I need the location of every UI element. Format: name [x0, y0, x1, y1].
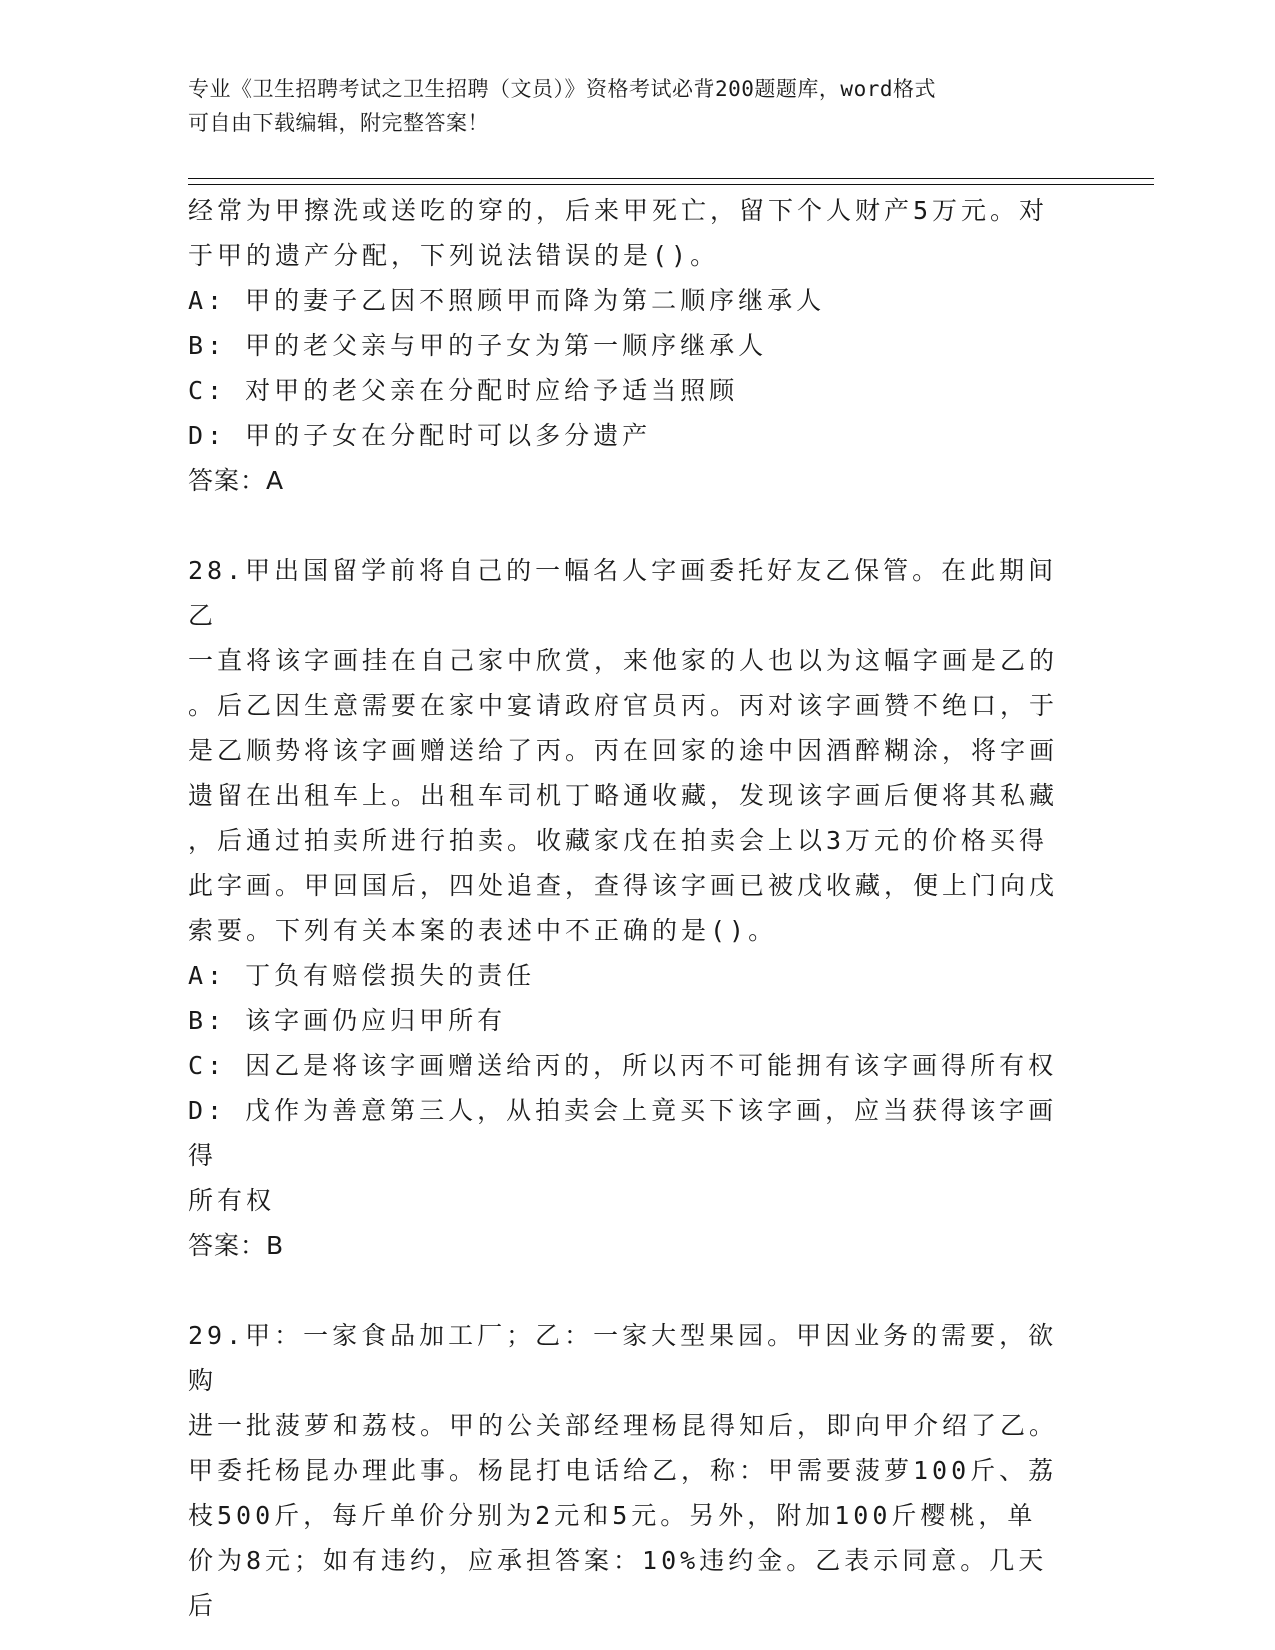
- q27-stem-line: 经常为甲擦洗或送吃的穿的，后来甲死亡，留下个人财产5万元。对: [188, 196, 1049, 225]
- header-line-2: 可自由下载编辑，附完整答案！: [188, 111, 489, 135]
- q28-option-a: A: 丁负有赔偿损失的责任: [188, 961, 536, 990]
- q28-stem-line: ，后通过拍卖所进行拍卖。收藏家戊在拍卖会上以3万元的价格买得: [188, 826, 1049, 855]
- q28-stem-line: 一直将该字画挂在自己家中欣赏，来他家的人也以为这幅字画是乙的: [188, 646, 1059, 675]
- q28-stem-line: 是乙顺势将该字画赠送给了丙。丙在回家的途中因酒醉糊涂，将字画: [188, 736, 1059, 765]
- q29-stem-line: 甲委托杨昆办理此事。杨昆打电话给乙，称：甲需要菠萝100斤、荔: [188, 1456, 1058, 1485]
- question-spacer: [188, 1268, 1068, 1313]
- q28-option-c: C: 因乙是将该字画赠送给丙的，所以丙不可能拥有该字画得所有权: [188, 1051, 1058, 1080]
- header-divider-bottom: [188, 184, 1154, 185]
- document-body: [188, 188, 1068, 1628]
- q29-stem-line: 进一批菠萝和荔枝。甲的公关部经理杨昆得知后，即向甲介绍了乙。: [188, 1411, 1059, 1440]
- q27-option-c: C: 对甲的老父亲在分配时应给予适当照顾: [188, 376, 739, 405]
- q27-option-a: A: 甲的妻子乙因不照顾甲而降为第二顺序继承人: [188, 286, 826, 315]
- q27-option-d: D: 甲的子女在分配时可以多分遗产: [188, 421, 652, 450]
- q29-stem-line: 价为8元；如有违约，应承担答案：10%违约金。乙表示同意。几天后: [188, 1546, 1048, 1620]
- q28-stem-line: 索要。下列有关本案的表述中不正确的是()。: [188, 916, 778, 945]
- q29-stem-line: 枝500斤，每斤单价分别为2元和5元。另外，附加100斤樱桃，单: [188, 1501, 1037, 1530]
- q28-stem-line: 此字画。甲回国后，四处追查，查得该字画已被戊收藏，便上门向戊: [188, 871, 1059, 900]
- q28-answer: 答案：B: [188, 1231, 285, 1260]
- q28-stem-line: 28.甲出国留学前将自己的一幅名人字画委托好友乙保管。在此期间乙: [188, 556, 1058, 630]
- q27-option-b: B: 甲的老父亲与甲的子女为第一顺序继承人: [188, 331, 768, 360]
- q27-answer: 答案：A: [188, 466, 285, 495]
- q28-stem-line: 。后乙因生意需要在家中宴请政府官员丙。丙对该字画赞不绝口，于: [188, 691, 1059, 720]
- q28-stem-line: 遗留在出租车上。出租车司机丁略通收藏，发现该字画后便将其私藏: [188, 781, 1059, 810]
- q28-option-d-continued: 所有权: [188, 1186, 276, 1215]
- document-header: [188, 72, 1068, 140]
- q28-option-b: B: 该字画仍应归甲所有: [188, 1006, 507, 1035]
- header-line-1: 专业《卫生招聘考试之卫生招聘（文员）》资格考试必背200题题库，word格式: [188, 77, 936, 101]
- header-divider-top: [188, 178, 1154, 179]
- question-spacer: [188, 503, 1068, 548]
- q29-stem-line: 29.甲：一家食品加工厂；乙：一家大型果园。甲因业务的需要，欲购: [188, 1321, 1058, 1395]
- q28-option-d: D: 戊作为善意第三人，从拍卖会上竟买下该字画，应当获得该字画得: [188, 1096, 1058, 1170]
- q27-stem-line: 于甲的遗产分配，下列说法错误的是()。: [188, 241, 720, 270]
